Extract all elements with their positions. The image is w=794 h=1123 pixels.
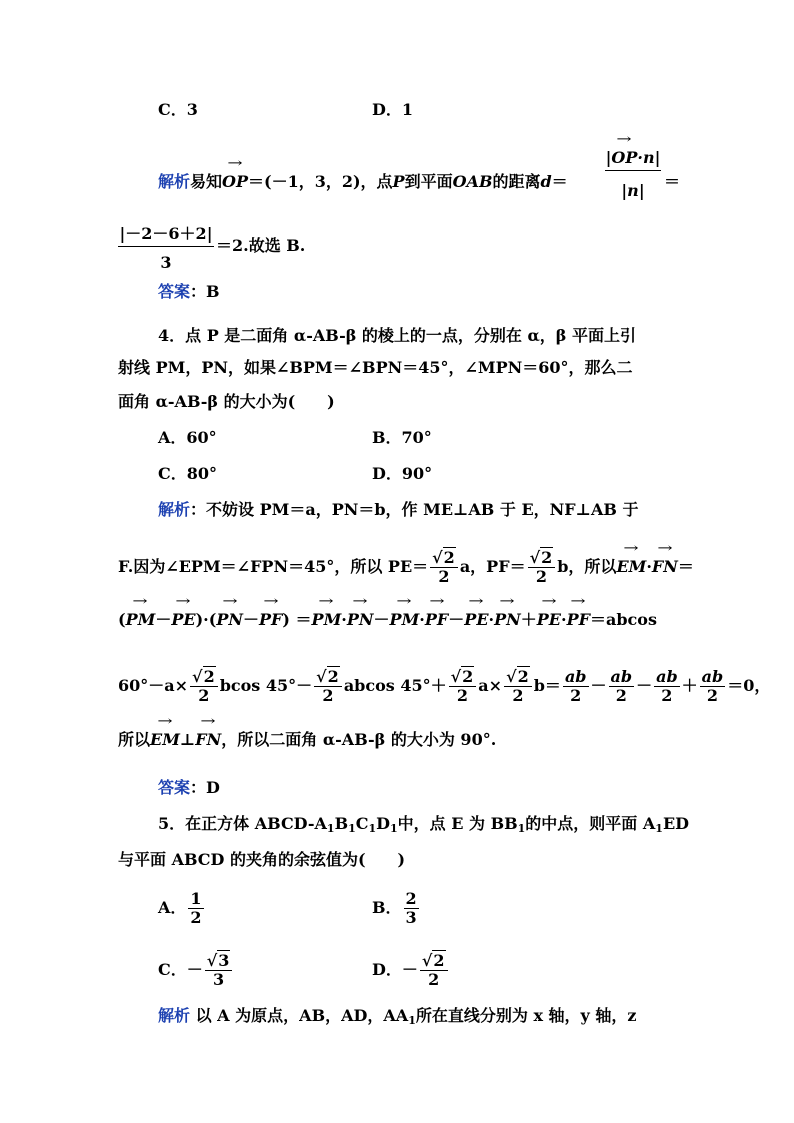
q4-answer bbox=[158, 778, 220, 798]
text: ab bbox=[701, 667, 724, 686]
text: － bbox=[155, 610, 172, 629]
text: 1 bbox=[348, 822, 356, 835]
text: － bbox=[242, 610, 259, 629]
text: 2 bbox=[433, 951, 445, 970]
answer-value: ：B bbox=[190, 282, 220, 301]
fraction-sqrt3-over-3: $\frac{√3}{3}$ bbox=[205, 952, 233, 989]
text: C bbox=[355, 814, 369, 833]
q4-solution-line4 bbox=[118, 668, 770, 705]
text: 1 bbox=[326, 822, 335, 835]
text: 3 bbox=[218, 951, 230, 970]
vector-pm: → PM bbox=[312, 610, 342, 630]
text: ＋ bbox=[681, 676, 698, 695]
text: 2 bbox=[405, 889, 417, 908]
q3-option-c: C．3 bbox=[158, 100, 198, 119]
q3-fraction2 bbox=[118, 224, 214, 273]
q4-stem-line1: 4．点 P 是二面角 α-AB-β 的棱上的一点，分别在 α，β 平面上引 bbox=[158, 326, 636, 345]
text: 2 bbox=[706, 686, 719, 705]
text: abcos 45°＋ bbox=[343, 676, 447, 695]
text: ⊥ bbox=[179, 730, 196, 749]
fraction-2-over-3 bbox=[404, 890, 419, 927]
fraction-numerator: |－2－6＋2| bbox=[118, 224, 214, 247]
text: 2 bbox=[198, 686, 210, 705]
text: · bbox=[419, 610, 425, 629]
text: ＝0， bbox=[727, 676, 771, 695]
text: 2 bbox=[438, 567, 450, 586]
text: ab bbox=[656, 667, 678, 686]
text: 5．在正方体 ABCD-A bbox=[158, 814, 327, 833]
q4-solution-line2 bbox=[118, 549, 694, 586]
vector-pe: → PE bbox=[171, 610, 195, 630]
text: · bbox=[341, 610, 347, 629]
text: ab bbox=[564, 667, 587, 686]
q4-option-a: A．60° bbox=[158, 428, 217, 447]
fraction-sqrt2-over-2: $\frac{√2}{2}$ bbox=[449, 668, 477, 705]
text: ＋ bbox=[520, 610, 537, 629]
text: 2 bbox=[322, 686, 334, 705]
q5-stem-line1 bbox=[158, 814, 689, 839]
q3-fraction1 bbox=[605, 148, 661, 201]
text: ＝ bbox=[677, 557, 694, 576]
text: 以 A 为原点，AB，AD，AA bbox=[195, 1006, 409, 1025]
text: 2 bbox=[456, 686, 469, 705]
vector-pe: → PE bbox=[537, 610, 561, 630]
text: 1 bbox=[517, 822, 526, 835]
answer-label: 答案 bbox=[158, 282, 191, 301]
q4-solution-line5 bbox=[118, 730, 496, 750]
text: B bbox=[334, 814, 349, 833]
vector-op: → OP bbox=[611, 148, 637, 168]
fraction-ab-over-2 bbox=[563, 668, 589, 705]
q4-stem-line3: 面角 α-AB-β 的大小为( ) bbox=[118, 392, 335, 411]
text: b＝ bbox=[533, 676, 561, 695]
text: bcos 45°－ bbox=[219, 676, 313, 695]
text: ab bbox=[610, 667, 633, 686]
text: 2 bbox=[443, 548, 455, 567]
vector-em: → EM bbox=[616, 557, 646, 577]
text: 所以 bbox=[118, 730, 151, 749]
vector-pe: → PE bbox=[464, 610, 488, 630]
text: a，PF＝ bbox=[459, 557, 526, 576]
text: 易知 bbox=[190, 172, 223, 191]
text: F.因为∠EPM＝∠FPN＝45°，所以 PE＝ bbox=[118, 557, 429, 576]
text: － bbox=[373, 610, 390, 629]
fraction-ab-over-2 bbox=[700, 668, 726, 705]
text: OAB bbox=[452, 172, 493, 191]
text: b，所以 bbox=[557, 557, 617, 576]
text: 1 bbox=[408, 1014, 416, 1027]
fraction-ab-over-2 bbox=[609, 668, 635, 705]
text: D bbox=[376, 814, 391, 833]
q4-option-b: B．70° bbox=[372, 428, 432, 447]
text: · bbox=[646, 557, 652, 576]
text: 2 bbox=[512, 686, 524, 705]
text: 2 bbox=[327, 667, 339, 686]
q4-option-c: C．80° bbox=[158, 464, 218, 483]
text: ＝ bbox=[295, 610, 312, 629]
text: ＝(－1，3，2)，点 bbox=[248, 172, 393, 191]
q3-option-d: D．1 bbox=[372, 100, 414, 119]
q4-solution-line3 bbox=[118, 610, 657, 630]
q5-option-d bbox=[372, 952, 450, 989]
solution-label: 解析 bbox=[158, 172, 191, 191]
vector-pm: → PM bbox=[390, 610, 420, 630]
text: 2 bbox=[535, 567, 547, 586]
vector-pf: → PF bbox=[259, 610, 282, 630]
q5-option-a bbox=[158, 890, 206, 927]
fraction-denominator: |n| bbox=[621, 181, 645, 200]
text: 到平面 bbox=[404, 172, 453, 191]
q3-solution-tail: ＝2.故选 B. bbox=[216, 236, 306, 255]
fraction-sqrt2-over-2: $\frac{√2}{2}$ bbox=[420, 952, 448, 989]
fraction-sqrt2-over-2: $\frac{√2}{2}$ bbox=[528, 549, 556, 586]
fraction-ab-over-2 bbox=[654, 668, 680, 705]
text: · bbox=[488, 610, 495, 629]
text: 2 bbox=[517, 667, 529, 686]
text: 2 bbox=[428, 970, 440, 989]
vector-pn: → PN bbox=[494, 610, 521, 630]
text: 所在直线分别为 x 轴，y 轴，z bbox=[415, 1006, 637, 1025]
vector-em: → EM bbox=[150, 730, 180, 750]
text: 2 bbox=[661, 686, 673, 705]
text: a× bbox=[478, 676, 503, 695]
text: ＝ bbox=[551, 172, 568, 191]
vector-op: → OP bbox=[222, 172, 248, 192]
fraction-1-over-2 bbox=[188, 890, 203, 927]
text: · bbox=[561, 610, 567, 629]
fraction-sqrt2-over-2: $\frac{√2}{2}$ bbox=[430, 549, 458, 586]
answer-value: ：D bbox=[190, 778, 220, 797]
q4-option-d: D．90° bbox=[372, 464, 433, 483]
text: ED bbox=[662, 814, 690, 833]
text: 的中点，则平面 A bbox=[525, 814, 656, 833]
q5-option-b bbox=[372, 890, 421, 927]
text: 3 bbox=[213, 970, 225, 989]
q5-option-c bbox=[158, 952, 234, 989]
text: 中，点 E 为 BB bbox=[397, 814, 518, 833]
text: 60°－a× bbox=[118, 676, 189, 695]
text: A． bbox=[158, 898, 187, 917]
text: ) bbox=[195, 610, 204, 629]
vector-fn: → FN bbox=[652, 557, 678, 577]
text: · bbox=[203, 610, 209, 629]
text: 1 bbox=[655, 822, 663, 835]
text: 1 bbox=[390, 822, 398, 835]
text: 2 bbox=[615, 686, 627, 705]
text: d bbox=[540, 172, 552, 191]
text: 2 bbox=[541, 548, 553, 567]
solution-label: 解析 bbox=[158, 500, 191, 519]
text: ，所以二面角 α-AB-β 的大小为 90°. bbox=[221, 730, 497, 749]
equals: ＝ bbox=[664, 172, 681, 191]
text: 2 bbox=[203, 667, 215, 686]
text: ( bbox=[118, 610, 126, 629]
vector-pn: → PN bbox=[216, 610, 243, 630]
text: ·n bbox=[637, 148, 655, 167]
text: 2 bbox=[570, 686, 582, 705]
q3-answer bbox=[158, 282, 220, 302]
q4-stem-line2: 射线 PM，PN，如果∠BPM＝∠BPN＝45°，∠MPN＝60°，那么二 bbox=[118, 358, 633, 377]
text: ：不妨设 PM＝a，PN＝b，作 ME⊥AB 于 E，NF⊥AB 于 bbox=[190, 500, 639, 519]
text: 1 bbox=[190, 889, 202, 908]
text: 2 bbox=[190, 908, 202, 927]
text: － bbox=[636, 676, 653, 695]
text: 的距离 bbox=[492, 172, 541, 191]
text: ) bbox=[282, 610, 290, 629]
text: ＝abcos bbox=[589, 610, 657, 629]
q4-solution-line1 bbox=[158, 500, 639, 520]
text: － bbox=[448, 610, 465, 629]
q5-stem-line2: 与平面 ABCD 的夹角的余弦值为( ) bbox=[118, 850, 406, 869]
text: － bbox=[590, 676, 607, 695]
solution-label: 解析 bbox=[158, 1006, 191, 1025]
vector-pm: → PM bbox=[126, 610, 156, 630]
text: C．－ bbox=[158, 960, 203, 979]
fraction-sqrt2-over-2: $\frac{√2}{2}$ bbox=[190, 668, 218, 705]
q3-solution-line1 bbox=[158, 172, 568, 192]
text: P bbox=[392, 172, 405, 191]
fraction-sqrt2-over-2: $\frac{√2}{2}$ bbox=[314, 668, 342, 705]
fraction-sqrt2-over-2: $\frac{√2}{2}$ bbox=[504, 668, 532, 705]
q5-solution-line1 bbox=[158, 1006, 637, 1031]
text: 1 bbox=[368, 822, 377, 835]
text: 2 bbox=[462, 667, 474, 686]
fraction-denominator: 3 bbox=[160, 253, 172, 272]
answer-label: 答案 bbox=[158, 778, 191, 797]
text: ( bbox=[208, 610, 217, 629]
vector-pf: → PF bbox=[567, 610, 590, 630]
text: 3 bbox=[405, 908, 417, 927]
vector-fn: → FN bbox=[195, 730, 221, 750]
fraction-numerator: |→ OP·n| bbox=[605, 148, 661, 171]
vector-pf: → PF bbox=[425, 610, 448, 630]
text: B． bbox=[372, 898, 402, 917]
text: D．－ bbox=[372, 960, 418, 979]
vector-pn: → PN bbox=[347, 610, 374, 630]
